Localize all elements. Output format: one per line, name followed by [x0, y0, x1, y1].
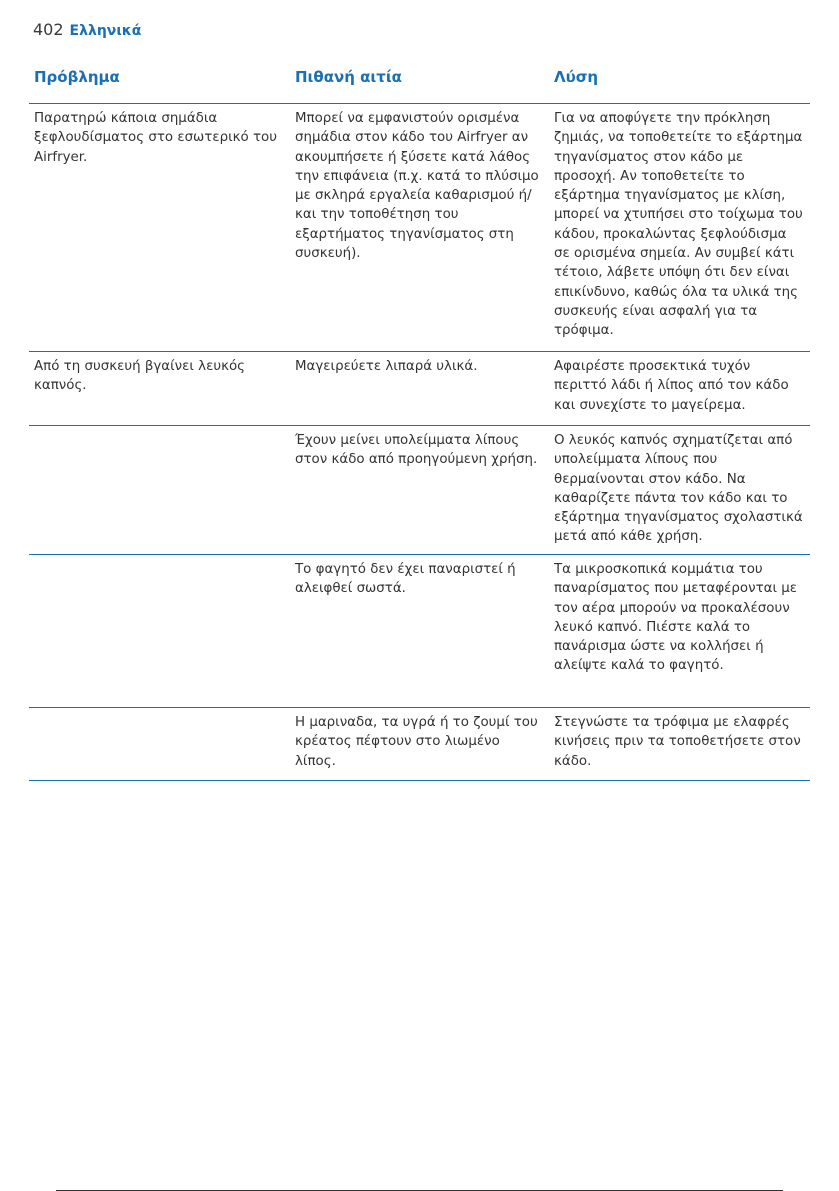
- column-header-cause: Πιθανή αιτία: [294, 68, 402, 86]
- cause-cell: Έχουν μείνει υπολείμματα λίπους στον κάδο από προηγούμενη χρήση.: [295, 433, 538, 468]
- solution-cell: Για να αποφύγετε την πρόκληση ζημιάς, να τοποθετείτε το εξάρτημα τηγανίσματος στον κάδο με προσοχή. Αν τοποθετείτε το εξάρτημα τηγανίσματος με κλίση, μπορεί να χτυπήσει στο τοίχωμα του κάδου, προκαλώντας ξεφλούδισμα σε ορισμένα σημεία. Αν συμβεί κάτι τέτοιο, λάβετε υπόψη ότι δεν είναι επικίνδυνο, καθώς όλα τα υλικά της συσκευής είναι ασφαλή για τα τρόφιμα.: [554, 111, 803, 339]
- table-row: [29, 104, 810, 352]
- solution-cell: Στεγνώστε τα τρόφιμα με ελαφρές κινήσεις πριν τα τοποθετήσετε στον κάδο.: [554, 715, 801, 769]
- cause-cell: Το φαγητό δεν έχει παναριστεί ή αλειφθεί σωστά.: [295, 562, 516, 597]
- cause-cell: Μαγειρεύετε λιπαρά υλικά.: [295, 359, 478, 374]
- table-row: [29, 555, 810, 708]
- solution-cell: Αφαιρέστε προσεκτικά τυχόν περιττό λάδι ή λίπος από τον κάδο και συνεχίστε το μαγείρεμα.: [554, 359, 789, 413]
- page-number: 402: [33, 20, 64, 39]
- table-row: [29, 426, 810, 555]
- column-header-problem: Πρόβλημα: [34, 68, 120, 86]
- solution-cell: Ο λευκός καπνός σχηματίζεται από υπολείμματα λίπους που θερμαίνονται στον κάδο. Να καθαρίζετε πάντα τον κάδο και το εξάρτημα τηγανίσματος σχολαστικά μετά από κάθε χρήση.: [554, 433, 803, 545]
- problem-cell: [29, 708, 290, 780]
- troubleshooting-table: [29, 66, 810, 781]
- cause-cell: Μπορεί να εμφανιστούν ορισμένα σημάδια στον κάδο του Airfryer αν ακουμπήσετε ή ξύσετε κατά λάθος την επιφάνεια (π.χ. κατά το πλύσιμο με σκληρά εργαλεία καθαρισμού ή/και την τοποθέτηση του εξαρτήματος τηγανίσματος στη συσκευή).: [295, 111, 539, 262]
- page-language: Ελληνικά: [69, 23, 142, 39]
- table-row: [29, 352, 810, 426]
- solution-cell: Τα μικροσκοπικά κομμάτια του παναρίσματος που μεταφέρονται με τον αέρα μπορούν να προκαλέσουν λευκό καπνό. Πιέστε καλά το πανάρισμα ώστε να κολλήσει ή αλείψτε καλά το φαγητό.: [554, 562, 798, 674]
- table-header-row: [29, 66, 810, 104]
- problem-cell: Παρατηρώ κάποια σημάδια ξεφλουδίσματος στο εσωτερικό του Airfryer.: [34, 111, 277, 165]
- problem-cell: [29, 555, 290, 707]
- problem-cell: Από τη συσκευή βγαίνει λευκός καπνός.: [34, 359, 246, 394]
- cause-cell: Η μαριναδα, τα υγρά ή το ζουμί του κρέατος πέφτουν στο λιωμένο λίπος.: [295, 715, 538, 769]
- column-header-solution: Λύση: [554, 68, 599, 86]
- problem-cell: [29, 426, 290, 554]
- table-row: [29, 708, 810, 781]
- page-header: [33, 20, 141, 39]
